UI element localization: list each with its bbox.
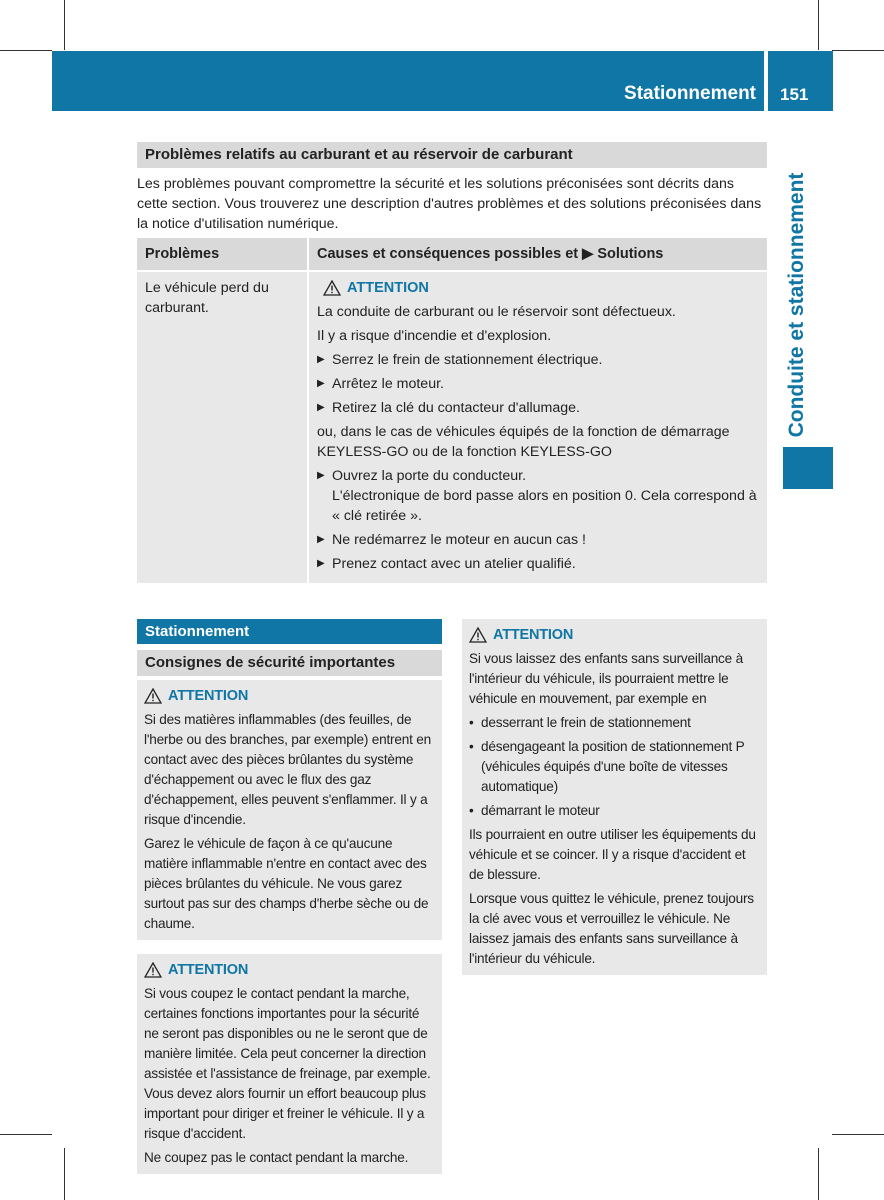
- warning-icon: [144, 962, 162, 978]
- triangle-bullet-icon: ▶: [317, 354, 325, 365]
- step-item: [317, 350, 757, 370]
- list-item: [469, 801, 761, 821]
- warning-label: ATTENTION: [168, 688, 249, 704]
- crop-mark: [0, 1134, 52, 1135]
- side-tab-marker: [783, 447, 833, 489]
- step-text-main: Ouvrez la porte du conducteur.: [332, 468, 527, 484]
- warning-label: ATTENTION: [347, 280, 429, 296]
- warning-box: [137, 680, 442, 940]
- table-cell-problem: Le véhicule perd du carburant.: [145, 280, 269, 316]
- crop-mark: [832, 50, 884, 51]
- warning-text: Lorsque vous quittez le véhicule, prenez toujours la clé avec vous et verrouillez le véhicule. Ne laissez jamais des enfants sans surveillance à l'intérieur du véhicule.: [469, 891, 754, 966]
- warning-heading: [323, 278, 757, 298]
- step-item: [317, 398, 757, 418]
- side-tab-label: Conduite et stationnement: [785, 172, 808, 438]
- list-item-text: desserrant le frein de stationnement: [481, 715, 691, 730]
- dot-bullet-icon: •: [469, 739, 474, 754]
- problem-table: [137, 238, 767, 583]
- crop-mark: [0, 50, 52, 51]
- row-divider: [137, 270, 767, 272]
- list-item-text: désengageant la position de stationnement P (véhicules équipés d'une boîte de vitesses automatique): [481, 739, 745, 794]
- subsection-heading: Consignes de sécurité importantes: [137, 650, 442, 676]
- warning-box: [462, 619, 767, 975]
- step-item: [317, 374, 757, 394]
- crop-mark: [832, 1134, 884, 1135]
- warning-text: Garez le véhicule de façon à ce qu'aucune matière inflammable n'entre en contact avec des pièces brûlantes du véhicule. Ne vous garez surtout pas sur des champs d'herbe sèche ou de chaume.: [144, 836, 429, 931]
- cause-text: La conduite de carburant ou le réservoir sont défectueux.: [317, 304, 676, 320]
- warning-text: Si des matières inflammables (des feuilles, de l'herbe ou des branches, par exemple) entrent en contact avec des pièces brûlantes du système d'échappement ou avec le flux des gaz d'échappement, elles peuvent s'enflammer. Il y a risque d'incendie.: [144, 712, 431, 827]
- step-text: Serrez le frein de stationnement électrique.: [332, 352, 603, 368]
- step-item: [317, 530, 757, 550]
- warning-text: Ne coupez pas le contact pendant la marche.: [144, 1150, 409, 1165]
- step-text: Ne redémarrez le moteur en aucun cas !: [332, 532, 586, 548]
- warning-label: ATTENTION: [168, 962, 249, 978]
- section-heading: Problèmes relatifs au carburant et au réservoir de carburant: [137, 142, 767, 168]
- step-text: Retirez la clé du contacteur d'allumage.: [332, 400, 580, 416]
- warning-icon: [323, 280, 341, 296]
- crop-mark: [818, 1148, 819, 1200]
- dot-bullet-icon: •: [469, 715, 474, 730]
- step-item: [317, 466, 757, 526]
- step-text: [332, 466, 757, 526]
- step-text: Prenez contact avec un atelier qualifié.: [332, 556, 576, 572]
- left-column: [137, 619, 442, 1174]
- warning-heading: [469, 625, 761, 645]
- right-column: [462, 619, 767, 975]
- warning-text: Ils pourraient en outre utiliser les équipements du véhicule et se coincer. Il y a risque d'accident et de blessure.: [469, 827, 756, 882]
- table-header-causes: Causes et conséquences possibles et ▶ Solutions: [317, 246, 664, 262]
- header-bar: [52, 51, 764, 111]
- list-item-text: démarrant le moteur: [481, 803, 600, 818]
- list-item: [469, 713, 761, 733]
- triangle-bullet-icon: ▶: [317, 534, 325, 545]
- warning-icon: [144, 688, 162, 704]
- crop-mark: [64, 1148, 65, 1200]
- triangle-bullet-icon: ▶: [317, 558, 325, 569]
- warning-heading: [144, 686, 436, 706]
- dot-bullet-icon: •: [469, 803, 474, 818]
- intro-paragraph: Les problèmes pouvant compromettre la sécurité et les solutions préconisées sont décrits dans cette section. Vous trouverez une description d'autres problèmes et des solutions préconisées dans la notice d'utilisation numérique.: [137, 176, 762, 232]
- table-cell-solutions: [317, 278, 757, 578]
- crop-mark: [818, 0, 819, 50]
- triangle-bullet-icon: ▶: [317, 470, 325, 481]
- warning-heading: [144, 960, 436, 980]
- section-heading-parking: Stationnement: [137, 619, 442, 644]
- step-text-note: L'électronique de bord passe alors en position 0. Cela correspond à « clé retirée ».: [332, 488, 757, 524]
- step-item: [317, 554, 757, 574]
- warning-icon: [469, 627, 487, 643]
- side-tab: [777, 170, 817, 440]
- warning-text: Si vous coupez le contact pendant la marche, certaines fonctions importantes pour la sécurité ne seront pas disponibles ou ne le seront que de manière limitée. Cela peut concerner la direction assistée et l'assistance de freinage, par exemple. Vous devez alors fournir un effort beaucoup plus important pour diriger et freiner le véhicule. Il y a risque d'accident.: [144, 986, 431, 1141]
- list-item: [469, 737, 761, 797]
- triangle-bullet-icon: ▶: [317, 402, 325, 413]
- page-number: 151: [780, 85, 809, 104]
- column-divider: [307, 238, 309, 583]
- warning-box: [137, 954, 442, 1174]
- cause-text: Il y a risque d'incendie et d'explosion.: [317, 328, 552, 344]
- or-text: ou, dans le cas de véhicules équipés de la fonction de démarrage KEYLESS-GO ou de la fonction KEYLESS-GO: [317, 424, 730, 460]
- step-text: Arrêtez le moteur.: [332, 376, 444, 392]
- table-header-problems: Problèmes: [145, 246, 220, 262]
- page-title: Stationnement: [624, 83, 756, 104]
- crop-mark: [64, 0, 65, 50]
- page-number-bar: [768, 51, 833, 111]
- triangle-bullet-icon: ▶: [317, 378, 325, 389]
- warning-text: Si vous laissez des enfants sans surveillance à l'intérieur du véhicule, ils pourraient mettre le véhicule en mouvement, par exemple en: [469, 651, 743, 706]
- warning-label: ATTENTION: [493, 627, 574, 643]
